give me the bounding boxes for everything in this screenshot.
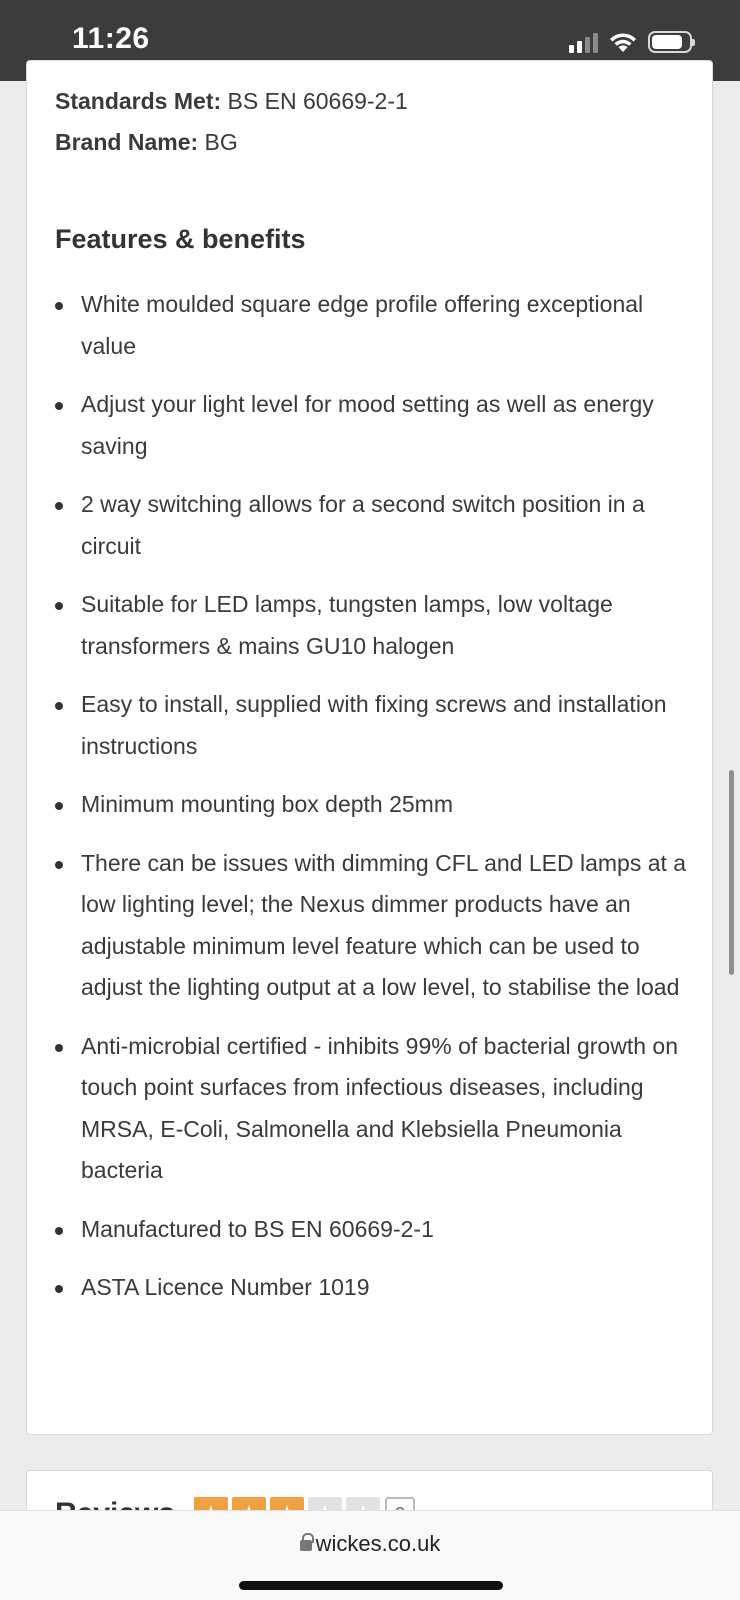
feature-item: Suitable for LED lamps, tungsten lamps, low voltage transformers & mains GU10 halogen [55,584,695,667]
status-icons [569,28,692,56]
spec-value: BG [198,129,238,155]
scrollbar[interactable] [729,770,734,975]
feature-item: Adjust your light level for mood setting as well as energy saving [55,384,695,467]
url-text: wickes.co.uk [315,1531,441,1556]
product-details-card [26,60,713,1435]
battery-icon [648,31,692,53]
feature-item: Minimum mounting box depth 25mm [55,784,695,826]
spec-brand [55,129,238,156]
spec-label: Standards Met: [55,88,222,114]
spec-label: Brand Name: [55,129,199,155]
feature-item: White moulded square edge profile offering exceptional value [55,284,695,367]
features-heading: Features & benefits [55,224,306,254]
feature-item: There can be issues with dimming CFL and LED lamps at a low lighting level; the Nexus dimmer products have an adjustable minimum level feature which can be used to adjust the lighting output at a low level, to stabilise the load [55,843,695,1009]
feature-item: Anti-microbial certified - inhibits 99% of bacterial growth on touch point surfaces from infectious diseases, including MRSA, E-Coli, Salmonella and Klebsiella Pneumonia bacteria [55,1026,695,1192]
feature-item: ASTA Licence Number 1019 [55,1267,695,1309]
features-list [55,284,695,1326]
feature-item: 2 way switching allows for a second switch position in a circuit [55,484,695,567]
status-time: 11:26 [72,22,150,55]
feature-item: Manufactured to BS EN 60669-2-1 [55,1209,695,1251]
spec-value: BS EN 60669-2-1 [221,88,408,114]
home-indicator[interactable] [239,1581,503,1590]
wifi-icon [608,31,638,53]
feature-item: Easy to install, supplied with fixing screws and installation instructions [55,684,695,767]
lock-icon [300,1540,312,1551]
url-display[interactable] [0,1531,740,1557]
cellular-signal-icon [569,31,598,53]
spec-standards [55,88,408,115]
